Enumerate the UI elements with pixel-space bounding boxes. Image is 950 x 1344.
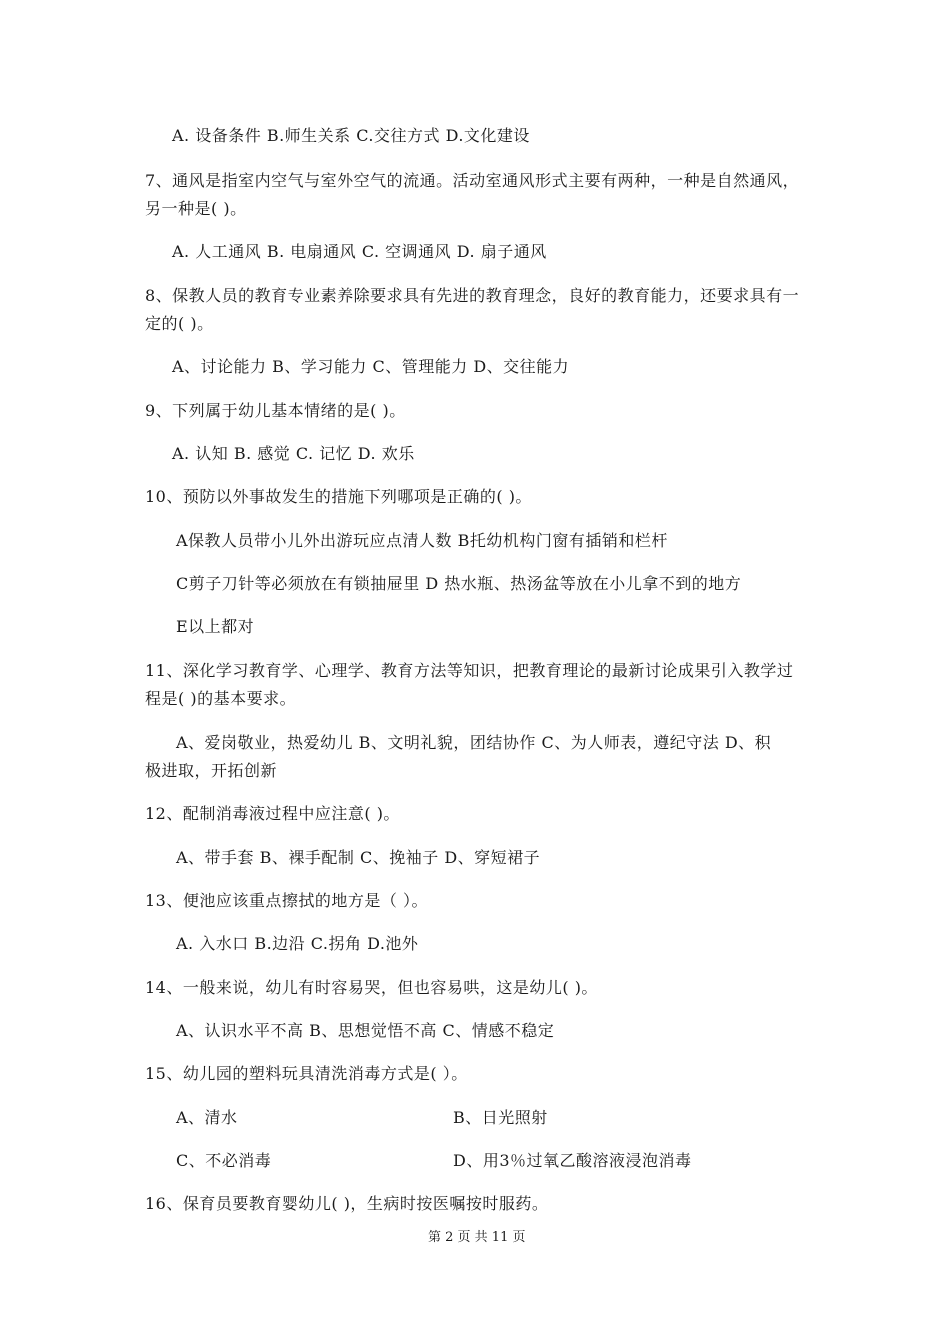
- q13-stem: 13、便池应该重点擦拭的地方是（ ）。: [145, 891, 428, 910]
- q16-stem: 16、保育员要教育婴幼儿( )，生病时按医嘱按时服药。: [145, 1194, 549, 1213]
- q11-options-line2: 极进取，开拓创新: [145, 761, 278, 780]
- q8-stem-line1: 8、保教人员的教育专业素养除要求具有先进的教育理念，良好的教育能力，还要求具有一: [145, 286, 800, 305]
- page-number-footer: 第 2 页 共 11 页: [428, 1230, 526, 1245]
- q11-options-line1: A、爱岗敬业，热爱幼儿 B、文明礼貌，团结协作 C、为人师表，遵纪守法 D、积: [176, 733, 772, 752]
- q10-option-e: E以上都对: [176, 617, 255, 636]
- q15-option-a: A、清水: [176, 1108, 238, 1127]
- q12-options: A、带手套 B、裸手配制 C、挽袖子 D、穿短裙子: [176, 848, 541, 867]
- q10-options-cd: C剪子刀针等必须放在有锁抽屉里 D 热水瓶、热汤盆等放在小儿拿不到的地方: [176, 574, 742, 593]
- q9-stem: 9、下列属于幼儿基本情绪的是( )。: [145, 401, 406, 420]
- q10-stem: 10、预防以外事故发生的措施下列哪项是正确的( )。: [145, 487, 532, 506]
- q13-options: A. 入水口 B.边沿 C.拐角 D.池外: [176, 934, 419, 953]
- q15-stem: 15、幼儿园的塑料玩具清洗消毒方式是( ）。: [145, 1064, 468, 1083]
- q14-options: A、认识水平不高 B、思想觉悟不高 C、情感不稳定: [176, 1021, 555, 1040]
- q9-options: A. 认知 B. 感觉 C. 记忆 D. 欢乐: [172, 444, 415, 463]
- q10-options-ab: A保教人员带小儿外出游玩应点清人数 B托幼机构门窗有插销和栏杆: [176, 531, 668, 550]
- q8-stem-line2: 定的( )。: [145, 314, 214, 333]
- q7-stem-line1: 7、通风是指室内空气与室外空气的流通。活动室通风形式主要有两种，一种是自然通风，: [145, 171, 800, 190]
- q7-options: A. 人工通风 B. 电扇通风 C. 空调通风 D. 扇子通风: [172, 242, 547, 261]
- q12-stem: 12、配制消毒液过程中应注意( )。: [145, 804, 400, 823]
- q15-option-d: D、用3％过氧乙酸溶液浸泡消毒: [453, 1151, 692, 1170]
- q15-option-b: B、日光照射: [453, 1108, 548, 1127]
- q7-stem-line2: 另一种是( )。: [145, 199, 247, 218]
- q6-options: A. 设备条件 B.师生关系 C.交往方式 D.文化建设: [172, 126, 530, 145]
- q11-stem-line1: 11、深化学习教育学、心理学、教育方法等知识，把教育理论的最新讨论成果引入教学过: [145, 661, 794, 680]
- q14-stem: 14、一般来说，幼儿有时容易哭，但也容易哄，这是幼儿( )。: [145, 978, 598, 997]
- q11-stem-line2: 程是( )的基本要求。: [145, 689, 297, 708]
- q15-option-c: C、不必消毒: [176, 1151, 272, 1170]
- q8-options: A、讨论能力 B、学习能力 C、管理能力 D、交往能力: [172, 357, 570, 376]
